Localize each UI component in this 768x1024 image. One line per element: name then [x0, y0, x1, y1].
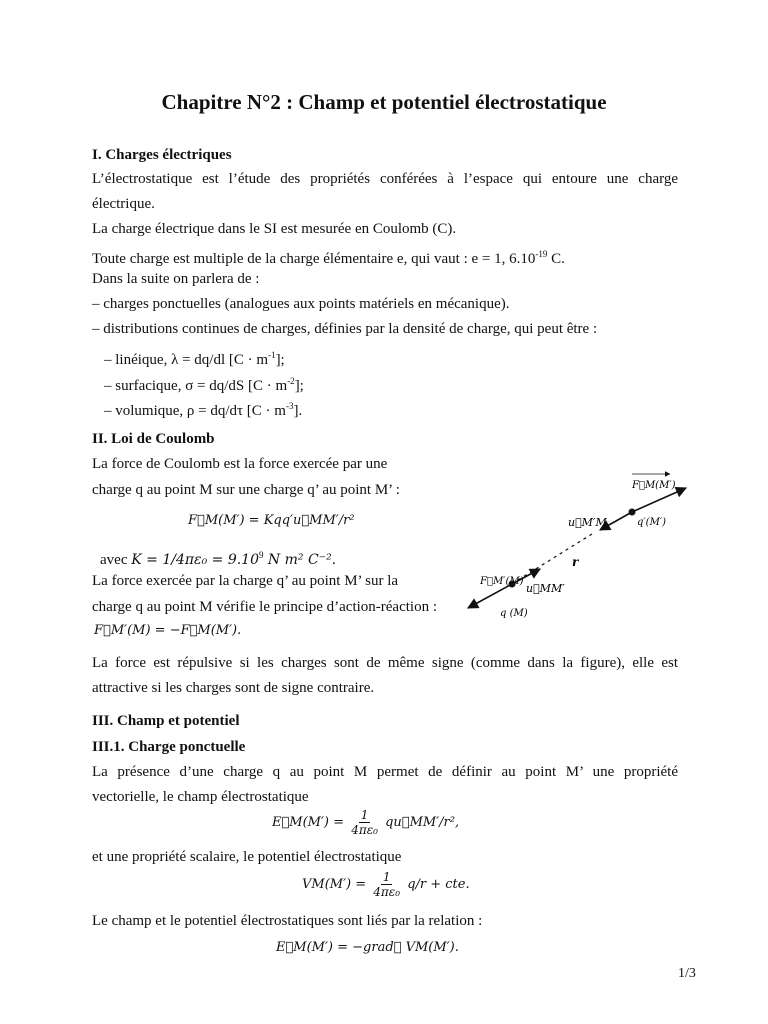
coulomb-diagram	[440, 470, 700, 640]
label-force-m: F⃗M′(M)	[480, 576, 524, 587]
s2-paragraph-5a: La force est répulsive si les charges sont de même signe (comme dans la figure), elle est	[92, 655, 678, 671]
s3-paragraph-2: et une propriété scalaire, le potentiel électrostatique	[92, 849, 402, 865]
potential-eq-fraction	[373, 870, 400, 899]
s1-p3-exponent: -19	[535, 249, 548, 259]
potential-eq-num: 1	[382, 870, 391, 884]
s1-paragraph-4: Dans la suite on parlera de :	[92, 271, 260, 287]
field-eq-fraction	[351, 808, 378, 837]
surfacique-end: ];	[294, 378, 304, 394]
constant-expression: K = 1/4πε₀ = 9.10	[131, 552, 259, 568]
s1-p3-text: Toute charge est multiple de la charge élémentaire e, qui vaut : e = 1, 6.10	[92, 251, 536, 267]
force-on-m-prime-arrow	[632, 488, 686, 512]
s1-p3-unit: C.	[547, 251, 565, 267]
surfacique-text: – surfacique, σ = dq/dS [C · m	[104, 378, 288, 394]
page-title: Chapitre N°2 : Champ et potentiel électrostatique	[161, 90, 607, 114]
potential-eq-rhs: q/r + cte.	[407, 877, 470, 892]
label-unit-m-prime-m: u⃗M′M	[568, 516, 607, 529]
s1-paragraph-1b: électrique.	[92, 196, 155, 212]
s3-paragraph-3: Le champ et le potentiel électrostatiques sont liés par la relation :	[92, 913, 483, 929]
coulomb-constant-line	[100, 546, 336, 569]
s2-paragraph-5b: attractive si les charges sont de signe contraire.	[92, 680, 375, 696]
s1-bullet-2: – distributions continues de charges, définies par la densité de charge, qui peut être :	[92, 321, 598, 337]
section-2-heading: II. Loi de Coulomb	[92, 431, 215, 447]
constant-unit: N m² C⁻².	[263, 552, 337, 568]
s1-bullet-lineique	[104, 346, 285, 369]
potential-equation	[302, 870, 470, 899]
coulomb-force-equation: F⃗M(M′) = Kqq′u⃗MM′/r²	[188, 513, 355, 528]
field-eq-rhs: qu⃗MM′/r²,	[385, 815, 460, 830]
constant-exponent: 9	[258, 550, 264, 560]
force-on-m-arrow	[468, 584, 512, 608]
charge-q-prime-dot	[629, 509, 636, 516]
potential-eq-lhs: VM(M′) =	[302, 877, 367, 892]
field-eq-den: 4πε₀	[351, 823, 378, 837]
label-unit-m-m-prime: u⃗MM′	[526, 582, 565, 595]
action-reaction-equation: F⃗M′(M) = −F⃗M(M′).	[94, 623, 242, 638]
page-number: 1/3	[678, 966, 696, 981]
s1-bullet-volumique	[104, 397, 302, 420]
label-q-prime: q′(M′)	[637, 517, 666, 528]
potential-eq-den: 4πε₀	[373, 885, 401, 899]
volumique-text: – volumique, ρ = dq/dτ [C · m	[104, 403, 286, 419]
s1-paragraph-2: La charge électrique dans le SI est mesurée en Coulomb (C).	[92, 221, 457, 237]
lineique-end: ];	[275, 352, 285, 368]
s2-paragraph-2: charge q au point M sur une charge q’ au point M’ :	[92, 482, 400, 498]
s1-bullet-1: – charges ponctuelles (analogues aux points matériels en mécanique).	[92, 296, 510, 312]
field-eq-lhs: E⃗M(M′) =	[272, 815, 345, 830]
s3-paragraph-1a: La présence d’une charge q au point M permet de définir au point M’ une propriété	[92, 764, 678, 780]
lineique-text: – linéique, λ = dq/dl [C · m	[104, 352, 269, 368]
distance-line	[518, 534, 592, 580]
constant-avec: avec	[100, 552, 128, 568]
section-3-1-heading: III.1. Charge ponctuelle	[92, 739, 246, 755]
s2-paragraph-3: La force exercée par la charge q’ au point M’ sur la	[92, 573, 399, 589]
label-force-m-prime: F⃗M(M′)	[632, 480, 676, 491]
volumique-exponent: -3	[285, 401, 294, 411]
field-eq-num: 1	[360, 808, 369, 822]
lineique-exponent: -1	[268, 350, 276, 360]
label-r: r	[572, 555, 579, 569]
gradient-equation: E⃗M(M′) = −grad⃗ VM(M′).	[276, 940, 459, 955]
s1-paragraph-3	[92, 245, 565, 268]
volumique-end: ].	[293, 403, 303, 419]
field-equation	[272, 808, 459, 837]
section-1-heading: I. Charges électriques	[92, 147, 232, 163]
s1-bullet-surfacique	[104, 372, 304, 395]
s2-paragraph-1: La force de Coulomb est la force exercée par une	[92, 456, 388, 472]
surfacique-exponent: -2	[287, 376, 295, 386]
s2-paragraph-4: charge q au point M vérifie le principe d’action-réaction :	[92, 599, 437, 615]
section-3-heading: III. Champ et potentiel	[92, 713, 240, 729]
label-q: q (M)	[500, 608, 528, 619]
s3-paragraph-1b: vectorielle, le champ électrostatique	[92, 789, 309, 805]
s1-paragraph-1a: L’électrostatique est l’étude des propriétés conférées à l’espace qui entoure une charge	[92, 171, 678, 187]
